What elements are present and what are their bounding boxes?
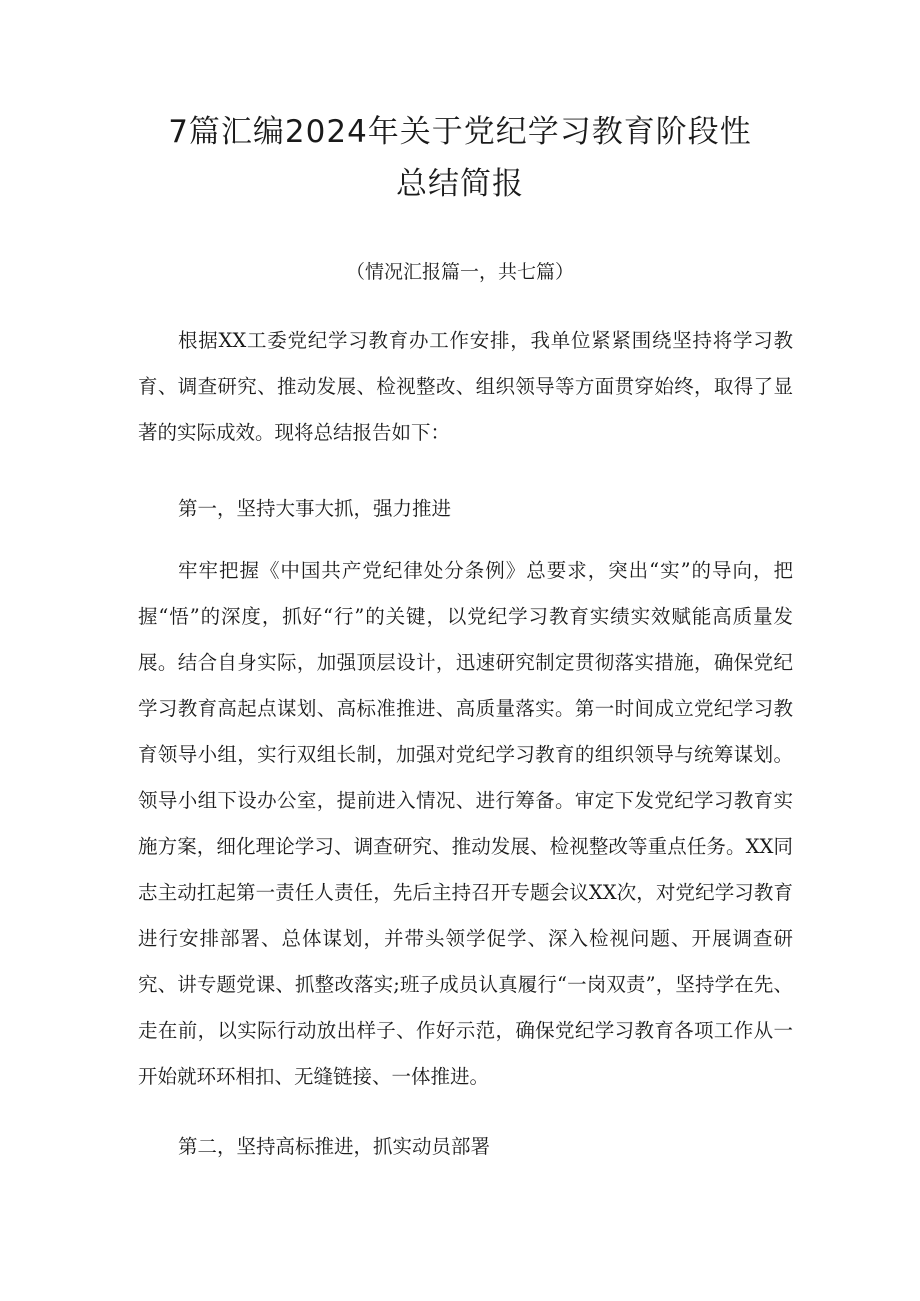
section-heading-2: 第二，坚持高标推进，抓实动员部署 bbox=[178, 1135, 491, 1158]
document-subtitle: （情况汇报篇一，共七篇） bbox=[345, 261, 574, 283]
section-heading-1: 第一，坚持大事大抓，强力推进 bbox=[178, 497, 452, 520]
intro-paragraph: 根据XX工委党纪学习教育办工作安排，我单位紧紧围绕坚持将学习教育、调查研究、推动发展、检视整改、组织领导等方面贯穿始终，取得了显著的实际成效。现将总结报告如下： bbox=[138, 329, 793, 444]
document-title-line1: 7篇汇编2024年关于党纪学习教育阶段性 bbox=[168, 114, 752, 150]
document-title-line2: 总结简报 bbox=[396, 166, 524, 202]
section-paragraph-1: 牢牢把握《中国共产党纪律处分条例》总要求，突出“实”的导向，把握“悟”的深度，抓好“行”的关键，以党纪学习教育实绩实效赋能高质量发展。结合自身实际，加强顶层设计，迅速研究制定贯彻落实措施，确保党纪学习教育高起点谋划、高标准推进、高质量落实。第一时间成立党纪学习教育领导小组，实行双组长制，加强对党纪学习教育的组织领导与统筹谋划。领导小组下设办公室，提前进入情况、进行筹备。审定下发党纪学习教育实施方案，细化理论学习、调查研究、推动发展、检视整改等重点任务。XX同志主动扛起第一责任人责任，先后主持召开专题会议XX次，对党纪学习教育进行安排部署、总体谋划，并带头领学促学、深入检视问题、开展调查研究、讲专题党课、抓整改落实;班子成员认真履行“一岗双责”，坚持学在先、走在前，以实际行动放出样子、作好示范，确保党纪学习教育各项工作从一开始就环环相扣、无缝链接、一体推进。 bbox=[138, 559, 793, 1088]
